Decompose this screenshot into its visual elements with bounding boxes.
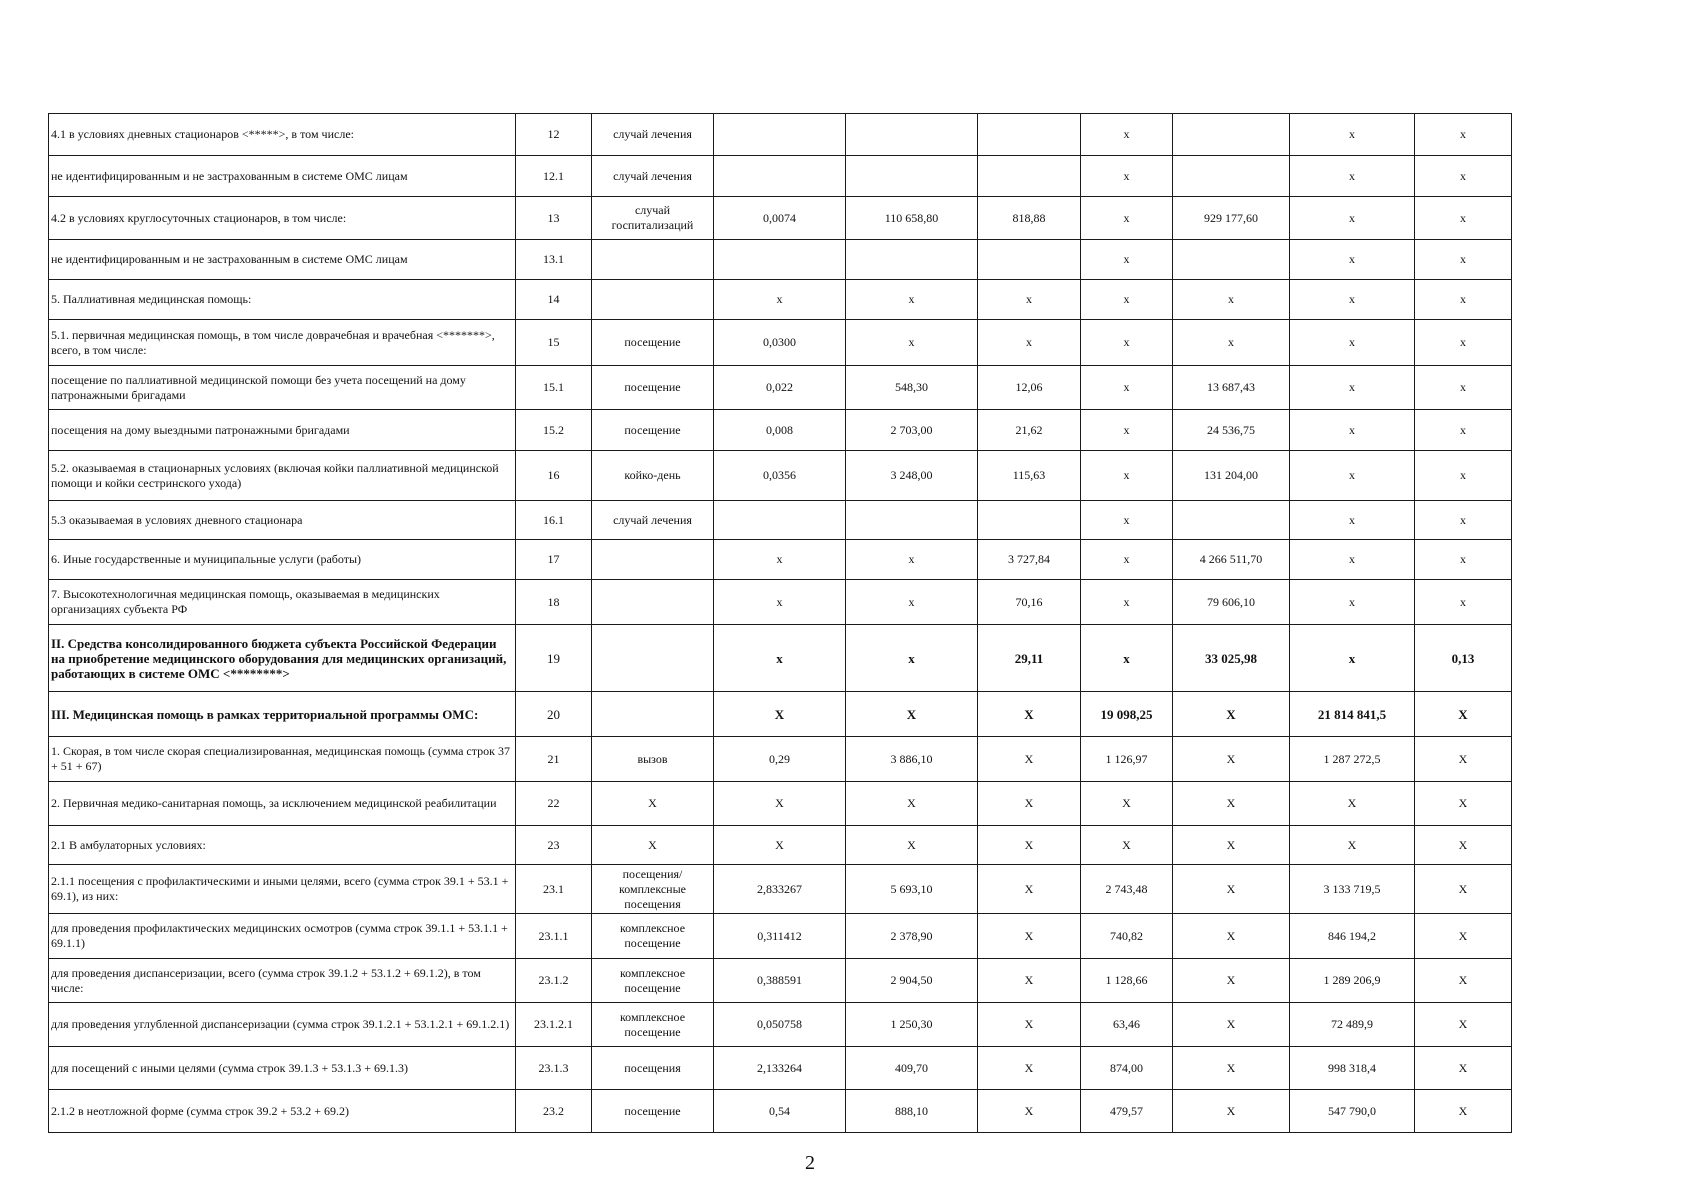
cell-c7: 2 743,48 xyxy=(1081,865,1173,914)
row-line: 23.1.2.1 xyxy=(516,1003,592,1047)
cell-c5: 3 248,00 xyxy=(846,451,978,501)
cell-c8: X xyxy=(1173,826,1290,865)
row-line: 12 xyxy=(516,114,592,156)
cell-c5: 409,70 xyxy=(846,1047,978,1090)
cell-c10: X xyxy=(1415,914,1512,959)
cell-c8: x xyxy=(1173,320,1290,366)
cell-c9: X xyxy=(1290,826,1415,865)
row-name: 5.1. первичная медицинская помощь, в том числе доврачебная и врачебная <*******>, всего, в том числе: xyxy=(49,320,516,366)
cell-c6: X xyxy=(978,737,1081,782)
cell-c8: 4 266 511,70 xyxy=(1173,540,1290,580)
cell-c6: 70,16 xyxy=(978,580,1081,625)
row-line: 13 xyxy=(516,197,592,240)
row-name: для проведения диспансеризации, всего (сумма строк 39.1.2 + 53.1.2 + 69.1.2), в том числе: xyxy=(49,959,516,1003)
cell-c10: x xyxy=(1415,197,1512,240)
cell-c10: X xyxy=(1415,782,1512,826)
cell-c4 xyxy=(714,156,846,197)
row-unit: вызов xyxy=(592,737,714,782)
cell-c10: X xyxy=(1415,826,1512,865)
cell-c6: X xyxy=(978,1003,1081,1047)
cell-c6: X xyxy=(978,914,1081,959)
cell-c6: 12,06 xyxy=(978,366,1081,410)
cell-c10: x xyxy=(1415,366,1512,410)
row-unit: X xyxy=(592,826,714,865)
row-unit: X xyxy=(592,782,714,826)
cell-c10: x xyxy=(1415,280,1512,320)
row-unit: комплексное посещение xyxy=(592,914,714,959)
cell-c9: 547 790,0 xyxy=(1290,1090,1415,1133)
cell-c9: x xyxy=(1290,114,1415,156)
row-unit xyxy=(592,540,714,580)
table-row xyxy=(49,114,1512,156)
row-line: 20 xyxy=(516,692,592,737)
row-unit: случай лечения xyxy=(592,156,714,197)
row-unit: комплексное посещение xyxy=(592,959,714,1003)
cell-c5: X xyxy=(846,782,978,826)
cell-c6: X xyxy=(978,782,1081,826)
cell-c7: X xyxy=(1081,782,1173,826)
table-row xyxy=(49,865,1512,914)
cell-c4: 0,54 xyxy=(714,1090,846,1133)
cell-c9: X xyxy=(1290,782,1415,826)
cell-c9: x xyxy=(1290,320,1415,366)
cell-c9: x xyxy=(1290,280,1415,320)
row-unit: посещения/ комплексные посещения xyxy=(592,865,714,914)
row-line: 23.1.1 xyxy=(516,914,592,959)
cell-c5: 2 378,90 xyxy=(846,914,978,959)
cell-c4: 0,0074 xyxy=(714,197,846,240)
table-row xyxy=(49,826,1512,865)
table-row xyxy=(49,540,1512,580)
cell-c7: X xyxy=(1081,826,1173,865)
cell-c7: x xyxy=(1081,540,1173,580)
row-line: 21 xyxy=(516,737,592,782)
cell-c5 xyxy=(846,501,978,540)
cell-c8: X xyxy=(1173,737,1290,782)
cell-c7: x xyxy=(1081,625,1173,692)
row-unit: комплексное посещение xyxy=(592,1003,714,1047)
cell-c6: X xyxy=(978,826,1081,865)
table-row xyxy=(49,451,1512,501)
cell-c5 xyxy=(846,156,978,197)
cell-c9: x xyxy=(1290,366,1415,410)
cell-c9: 21 814 841,5 xyxy=(1290,692,1415,737)
cell-c7: 874,00 xyxy=(1081,1047,1173,1090)
cell-c6: 115,63 xyxy=(978,451,1081,501)
cell-c10: x xyxy=(1415,240,1512,280)
table-row xyxy=(49,240,1512,280)
row-unit: случай лечения xyxy=(592,114,714,156)
cell-c4: 0,388591 xyxy=(714,959,846,1003)
table-row xyxy=(49,1003,1512,1047)
cell-c6: X xyxy=(978,1047,1081,1090)
row-name: 5.2. оказываемая в стационарных условиях (включая койки паллиативной медицинской помощи и койки сестринского ухода) xyxy=(49,451,516,501)
cell-c7: x xyxy=(1081,580,1173,625)
table-row xyxy=(49,580,1512,625)
cell-c5: 110 658,80 xyxy=(846,197,978,240)
cell-c10: X xyxy=(1415,692,1512,737)
cell-c5: x xyxy=(846,625,978,692)
row-unit: койко-день xyxy=(592,451,714,501)
cell-c10: X xyxy=(1415,1003,1512,1047)
cell-c5: 2 904,50 xyxy=(846,959,978,1003)
row-unit: случай госпитализаций xyxy=(592,197,714,240)
row-line: 22 xyxy=(516,782,592,826)
table-row xyxy=(49,320,1512,366)
cell-c4: 0,022 xyxy=(714,366,846,410)
cell-c6 xyxy=(978,156,1081,197)
cell-c5 xyxy=(846,114,978,156)
row-line: 23.2 xyxy=(516,1090,592,1133)
row-name: 1. Скорая, в том числе скорая специализированная, медицинская помощь (сумма строк 37 + 51 + 67) xyxy=(49,737,516,782)
cell-c7: x xyxy=(1081,410,1173,451)
cell-c9: 998 318,4 xyxy=(1290,1047,1415,1090)
cell-c6: 3 727,84 xyxy=(978,540,1081,580)
cell-c6: 29,11 xyxy=(978,625,1081,692)
cell-c5: X xyxy=(846,692,978,737)
cell-c9: x xyxy=(1290,410,1415,451)
row-name: не идентифицированным и не застрахованным в системе ОМС лицам xyxy=(49,156,516,197)
row-name: 6. Иные государственные и муниципальные услуги (работы) xyxy=(49,540,516,580)
cell-c6: X xyxy=(978,865,1081,914)
cell-c4: x xyxy=(714,280,846,320)
cell-c10: 0,13 xyxy=(1415,625,1512,692)
cell-c6: x xyxy=(978,280,1081,320)
cell-c4: x xyxy=(714,540,846,580)
cell-c4: X xyxy=(714,692,846,737)
cell-c6: 21,62 xyxy=(978,410,1081,451)
cell-c8: X xyxy=(1173,1090,1290,1133)
cell-c7: 19 098,25 xyxy=(1081,692,1173,737)
table-row-section xyxy=(49,692,1512,737)
cell-c10: X xyxy=(1415,1090,1512,1133)
cell-c7: x xyxy=(1081,156,1173,197)
table-row xyxy=(49,410,1512,451)
cell-c8 xyxy=(1173,156,1290,197)
table-row xyxy=(49,1047,1512,1090)
row-name: 2.1 В амбулаторных условиях: xyxy=(49,826,516,865)
row-line: 15.2 xyxy=(516,410,592,451)
cell-c5: x xyxy=(846,580,978,625)
cell-c7: 479,57 xyxy=(1081,1090,1173,1133)
cell-c10: X xyxy=(1415,1047,1512,1090)
cell-c5: X xyxy=(846,826,978,865)
row-name: II. Средства консолидированного бюджета субъекта Российской Федерации на приобретение медицинского оборудования для медицинских организаций, работающих в системе ОМС <********> xyxy=(49,625,516,692)
cell-c5: x xyxy=(846,540,978,580)
row-line: 14 xyxy=(516,280,592,320)
cell-c4: 0,311412 xyxy=(714,914,846,959)
cell-c7: x xyxy=(1081,240,1173,280)
table-row xyxy=(49,501,1512,540)
row-line: 16.1 xyxy=(516,501,592,540)
cell-c8 xyxy=(1173,501,1290,540)
cell-c4: X xyxy=(714,782,846,826)
cell-c5: 3 886,10 xyxy=(846,737,978,782)
cell-c10: x xyxy=(1415,501,1512,540)
row-line: 19 xyxy=(516,625,592,692)
cell-c10: x xyxy=(1415,580,1512,625)
cell-c9: 1 289 206,9 xyxy=(1290,959,1415,1003)
cell-c9: 3 133 719,5 xyxy=(1290,865,1415,914)
cell-c7: 1 128,66 xyxy=(1081,959,1173,1003)
row-name: не идентифицированным и не застрахованным в системе ОМС лицам xyxy=(49,240,516,280)
cell-c4: 2,133264 xyxy=(714,1047,846,1090)
cell-c6: X xyxy=(978,692,1081,737)
cell-c8: x xyxy=(1173,280,1290,320)
cell-c5: 5 693,10 xyxy=(846,865,978,914)
cell-c8: X xyxy=(1173,914,1290,959)
cell-c7: 63,46 xyxy=(1081,1003,1173,1047)
cell-c6: X xyxy=(978,1090,1081,1133)
table-row xyxy=(49,959,1512,1003)
cell-c10: x xyxy=(1415,451,1512,501)
row-line: 13.1 xyxy=(516,240,592,280)
cell-c8: 929 177,60 xyxy=(1173,197,1290,240)
row-line: 23 xyxy=(516,826,592,865)
row-name: 5.3 оказываемая в условиях дневного стационара xyxy=(49,501,516,540)
cell-c4: x xyxy=(714,580,846,625)
row-unit xyxy=(592,692,714,737)
cell-c8: 13 687,43 xyxy=(1173,366,1290,410)
program-table xyxy=(48,113,1512,1133)
cell-c6 xyxy=(978,240,1081,280)
cell-c9: x xyxy=(1290,501,1415,540)
cell-c8: X xyxy=(1173,1047,1290,1090)
cell-c8: X xyxy=(1173,865,1290,914)
row-unit: посещение xyxy=(592,366,714,410)
row-name: 7. Высокотехнологичная медицинская помощь, оказываемая в медицинских организациях субъекта РФ xyxy=(49,580,516,625)
row-unit xyxy=(592,240,714,280)
cell-c10: x xyxy=(1415,114,1512,156)
row-line: 15.1 xyxy=(516,366,592,410)
cell-c8: X xyxy=(1173,1003,1290,1047)
cell-c10: X xyxy=(1415,959,1512,1003)
cell-c5: x xyxy=(846,320,978,366)
row-line: 23.1.2 xyxy=(516,959,592,1003)
table-row xyxy=(49,366,1512,410)
table-row xyxy=(49,737,1512,782)
row-line: 16 xyxy=(516,451,592,501)
row-name: 4.1 в условиях дневных стационаров <*****>, в том числе: xyxy=(49,114,516,156)
table-row xyxy=(49,782,1512,826)
row-line: 12.1 xyxy=(516,156,592,197)
table-row xyxy=(49,1090,1512,1133)
row-name: 4.2 в условиях круглосуточных стационаров, в том числе: xyxy=(49,197,516,240)
cell-c10: X xyxy=(1415,865,1512,914)
table-row xyxy=(49,197,1512,240)
cell-c6: X xyxy=(978,959,1081,1003)
cell-c4: 0,0356 xyxy=(714,451,846,501)
cell-c7: x xyxy=(1081,366,1173,410)
row-name: 2.1.2 в неотложной форме (сумма строк 39.2 + 53.2 + 69.2) xyxy=(49,1090,516,1133)
table-row xyxy=(49,914,1512,959)
cell-c9: x xyxy=(1290,197,1415,240)
row-unit: посещение xyxy=(592,410,714,451)
row-name: 5. Паллиативная медицинская помощь: xyxy=(49,280,516,320)
row-line: 15 xyxy=(516,320,592,366)
cell-c4 xyxy=(714,501,846,540)
table-row xyxy=(49,280,1512,320)
page-number: 2 xyxy=(805,1152,815,1174)
row-unit xyxy=(592,580,714,625)
cell-c9: x xyxy=(1290,451,1415,501)
cell-c6 xyxy=(978,501,1081,540)
row-line: 23.1.3 xyxy=(516,1047,592,1090)
cell-c4: X xyxy=(714,826,846,865)
row-name: III. Медицинская помощь в рамках территориальной программы ОМС: xyxy=(49,692,516,737)
cell-c5: 1 250,30 xyxy=(846,1003,978,1047)
cell-c8: X xyxy=(1173,782,1290,826)
cell-c9: x xyxy=(1290,625,1415,692)
cell-c8: X xyxy=(1173,959,1290,1003)
row-unit: посещение xyxy=(592,320,714,366)
row-line: 17 xyxy=(516,540,592,580)
cell-c5: 548,30 xyxy=(846,366,978,410)
cell-c5: 888,10 xyxy=(846,1090,978,1133)
cell-c9: 72 489,9 xyxy=(1290,1003,1415,1047)
table-row-section xyxy=(49,625,1512,692)
cell-c7: x xyxy=(1081,501,1173,540)
cell-c10: x xyxy=(1415,156,1512,197)
cell-c9: x xyxy=(1290,156,1415,197)
row-name: 2. Первичная медико-санитарная помощь, за исключением медицинской реабилитации xyxy=(49,782,516,826)
cell-c6: x xyxy=(978,320,1081,366)
cell-c7: x xyxy=(1081,280,1173,320)
cell-c5: 2 703,00 xyxy=(846,410,978,451)
cell-c9: x xyxy=(1290,240,1415,280)
cell-c8 xyxy=(1173,114,1290,156)
cell-c4: 0,008 xyxy=(714,410,846,451)
row-name: для проведения профилактических медицинских осмотров (сумма строк 39.1.1 + 53.1.1 + 69.1.1) xyxy=(49,914,516,959)
table-row xyxy=(49,156,1512,197)
cell-c7: x xyxy=(1081,197,1173,240)
row-unit xyxy=(592,280,714,320)
cell-c5 xyxy=(846,240,978,280)
cell-c10: x xyxy=(1415,540,1512,580)
row-unit: посещение xyxy=(592,1090,714,1133)
cell-c9: x xyxy=(1290,540,1415,580)
cell-c8: X xyxy=(1173,692,1290,737)
cell-c7: 1 126,97 xyxy=(1081,737,1173,782)
cell-c8: 79 606,10 xyxy=(1173,580,1290,625)
row-unit xyxy=(592,625,714,692)
row-unit: случай лечения xyxy=(592,501,714,540)
row-unit: посещения xyxy=(592,1047,714,1090)
row-line: 18 xyxy=(516,580,592,625)
cell-c4: 0,29 xyxy=(714,737,846,782)
row-name: 2.1.1 посещения с профилактическими и иными целями, всего (сумма строк 39.1 + 53.1 + 69.1), из них: xyxy=(49,865,516,914)
cell-c4: 2,833267 xyxy=(714,865,846,914)
cell-c7: x xyxy=(1081,451,1173,501)
cell-c10: x xyxy=(1415,410,1512,451)
cell-c10: x xyxy=(1415,320,1512,366)
cell-c9: 1 287 272,5 xyxy=(1290,737,1415,782)
cell-c4: x xyxy=(714,625,846,692)
cell-c7: x xyxy=(1081,320,1173,366)
cell-c9: x xyxy=(1290,580,1415,625)
cell-c6 xyxy=(978,114,1081,156)
cell-c8 xyxy=(1173,240,1290,280)
row-name: для посещений с иными целями (сумма строк 39.1.3 + 53.1.3 + 69.1.3) xyxy=(49,1047,516,1090)
cell-c8: 24 536,75 xyxy=(1173,410,1290,451)
row-name: для проведения углубленной диспансеризации (сумма строк 39.1.2.1 + 53.1.2.1 + 69.1.2.1) xyxy=(49,1003,516,1047)
cell-c9: 846 194,2 xyxy=(1290,914,1415,959)
cell-c4 xyxy=(714,240,846,280)
cell-c5: x xyxy=(846,280,978,320)
row-name: посещение по паллиативной медицинской помощи без учета посещений на дому патронажными бригадами xyxy=(49,366,516,410)
cell-c6: 818,88 xyxy=(978,197,1081,240)
cell-c10: X xyxy=(1415,737,1512,782)
cell-c4 xyxy=(714,114,846,156)
cell-c4: 0,0300 xyxy=(714,320,846,366)
cell-c7: 740,82 xyxy=(1081,914,1173,959)
cell-c8: 33 025,98 xyxy=(1173,625,1290,692)
row-line: 23.1 xyxy=(516,865,592,914)
cell-c7: x xyxy=(1081,114,1173,156)
cell-c4: 0,050758 xyxy=(714,1003,846,1047)
cell-c8: 131 204,00 xyxy=(1173,451,1290,501)
row-name: посещения на дому выездными патронажными бригадами xyxy=(49,410,516,451)
